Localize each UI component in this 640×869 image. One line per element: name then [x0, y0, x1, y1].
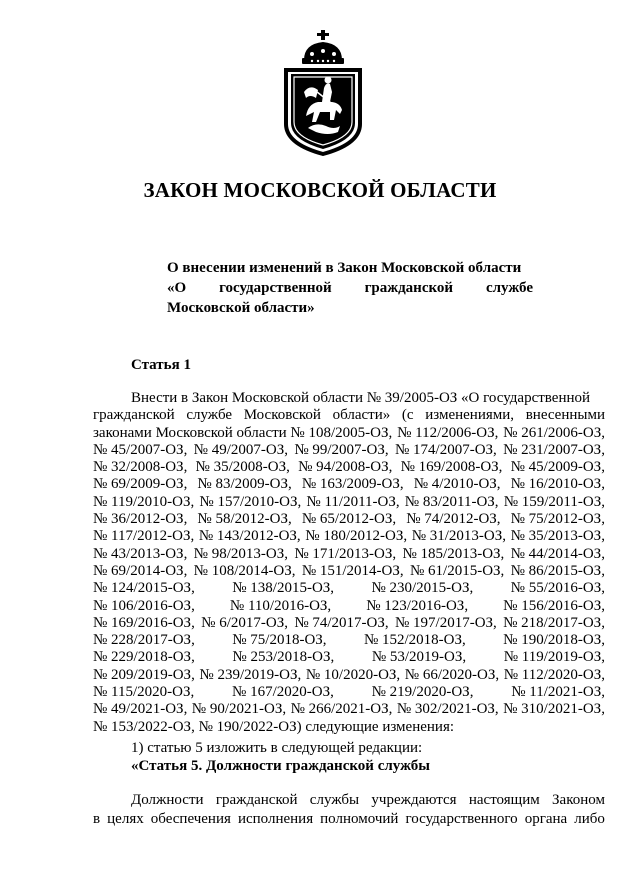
body-line: Внести в Закон Московской области № 39/2005-ОЗ «О государственной — [131, 390, 591, 406]
body-line: № 209/2019-ОЗ, № 239/2019-ОЗ, № 10/2020-ОЗ, № 66/2020-ОЗ, № 112/2020-ОЗ, — [93, 666, 605, 683]
document-subject — [167, 258, 533, 318]
body-line: № 115/2020-ОЗ, № 167/2020-ОЗ, № 219/2020-ОЗ, № 11/2021-ОЗ, — [93, 684, 605, 701]
subject-line-2: «О государственной гражданской службе — [167, 280, 533, 296]
body-line: № 43/2013-ОЗ, № 98/2013-ОЗ, № 171/2013-ОЗ, № 185/2013-ОЗ, № 44/2014-ОЗ, — [93, 545, 605, 562]
body-line: № 153/2022-ОЗ, № 190/2022-ОЗ) следующие изменения: — [93, 718, 455, 735]
body-line: законами Московской области № 108/2005-ОЗ, № 112/2006-ОЗ, № 261/2006-ОЗ, — [93, 424, 605, 441]
subject-line-3: Московской области» — [167, 300, 315, 316]
list-item: 1) статью 5 изложить в следующей редакции: — [131, 740, 423, 756]
coat-of-arms-icon — [282, 30, 364, 156]
article-continuation — [93, 791, 605, 829]
body-line: № 69/2014-ОЗ, № 108/2014-ОЗ, № 151/2014-ОЗ, № 61/2015-ОЗ, № 86/2015-ОЗ, — [93, 562, 605, 579]
body-line: № 69/2009-ОЗ, № 83/2009-ОЗ, № 163/2009-ОЗ, № 4/2010-ОЗ, № 16/2010-ОЗ, — [93, 476, 605, 493]
body-line: № 228/2017-ОЗ, № 75/2018-ОЗ, № 152/2018-ОЗ, № 190/2018-ОЗ, — [93, 632, 605, 649]
body-line: № 229/2018-ОЗ, № 253/2018-ОЗ, № 53/2019-ОЗ, № 119/2019-ОЗ, — [93, 649, 605, 666]
subject-line-1: О внесении изменений в Закон Московской области — [167, 260, 522, 276]
tail-line: Должности гражданской службы учреждаются настоящим Законом — [131, 792, 605, 808]
article-body — [93, 390, 605, 736]
article-heading: Статья 1 — [131, 357, 191, 373]
body-line: № 169/2016-ОЗ, № 6/2017-ОЗ, № 74/2017-ОЗ, № 197/2017-ОЗ, № 218/2017-ОЗ, — [93, 614, 605, 631]
body-line: № 49/2021-ОЗ, № 90/2021-ОЗ, № 266/2021-ОЗ, № 302/2021-ОЗ, № 310/2021-ОЗ, — [93, 701, 605, 718]
section-heading: «Статья 5. Должности гражданской службы — [131, 758, 430, 774]
body-line: № 32/2008-ОЗ, № 35/2008-ОЗ, № 94/2008-ОЗ, № 169/2008-ОЗ, № 45/2009-ОЗ, — [93, 459, 605, 476]
body-line: № 124/2015-ОЗ, № 138/2015-ОЗ, № 230/2015-ОЗ, № 55/2016-ОЗ, — [93, 580, 605, 597]
body-line: гражданской службе Московской области» (с изменениями, внесенными — [93, 407, 605, 424]
body-line: № 117/2012-ОЗ, № 143/2012-ОЗ, № 180/2012-ОЗ, № 31/2013-ОЗ, № 35/2013-ОЗ, — [93, 528, 605, 545]
body-line: № 119/2010-ОЗ, № 157/2010-ОЗ, № 11/2011-ОЗ, № 83/2011-ОЗ, № 159/2011-ОЗ, — [93, 493, 605, 510]
document-title: ЗАКОН МОСКОВСКОЙ ОБЛАСТИ — [143, 178, 497, 202]
tail-line: в целях обеспечения исполнения полномочий государственного органа либо — [93, 811, 605, 827]
body-line: № 45/2007-ОЗ, № 49/2007-ОЗ, № 99/2007-ОЗ, № 174/2007-ОЗ, № 231/2007-ОЗ, — [93, 441, 605, 458]
body-line: № 106/2016-ОЗ, № 110/2016-ОЗ, № 123/2016-ОЗ, № 156/2016-ОЗ, — [93, 597, 605, 614]
body-line: № 36/2012-ОЗ, № 58/2012-ОЗ, № 65/2012-ОЗ, № 74/2012-ОЗ, № 75/2012-ОЗ, — [93, 511, 605, 528]
